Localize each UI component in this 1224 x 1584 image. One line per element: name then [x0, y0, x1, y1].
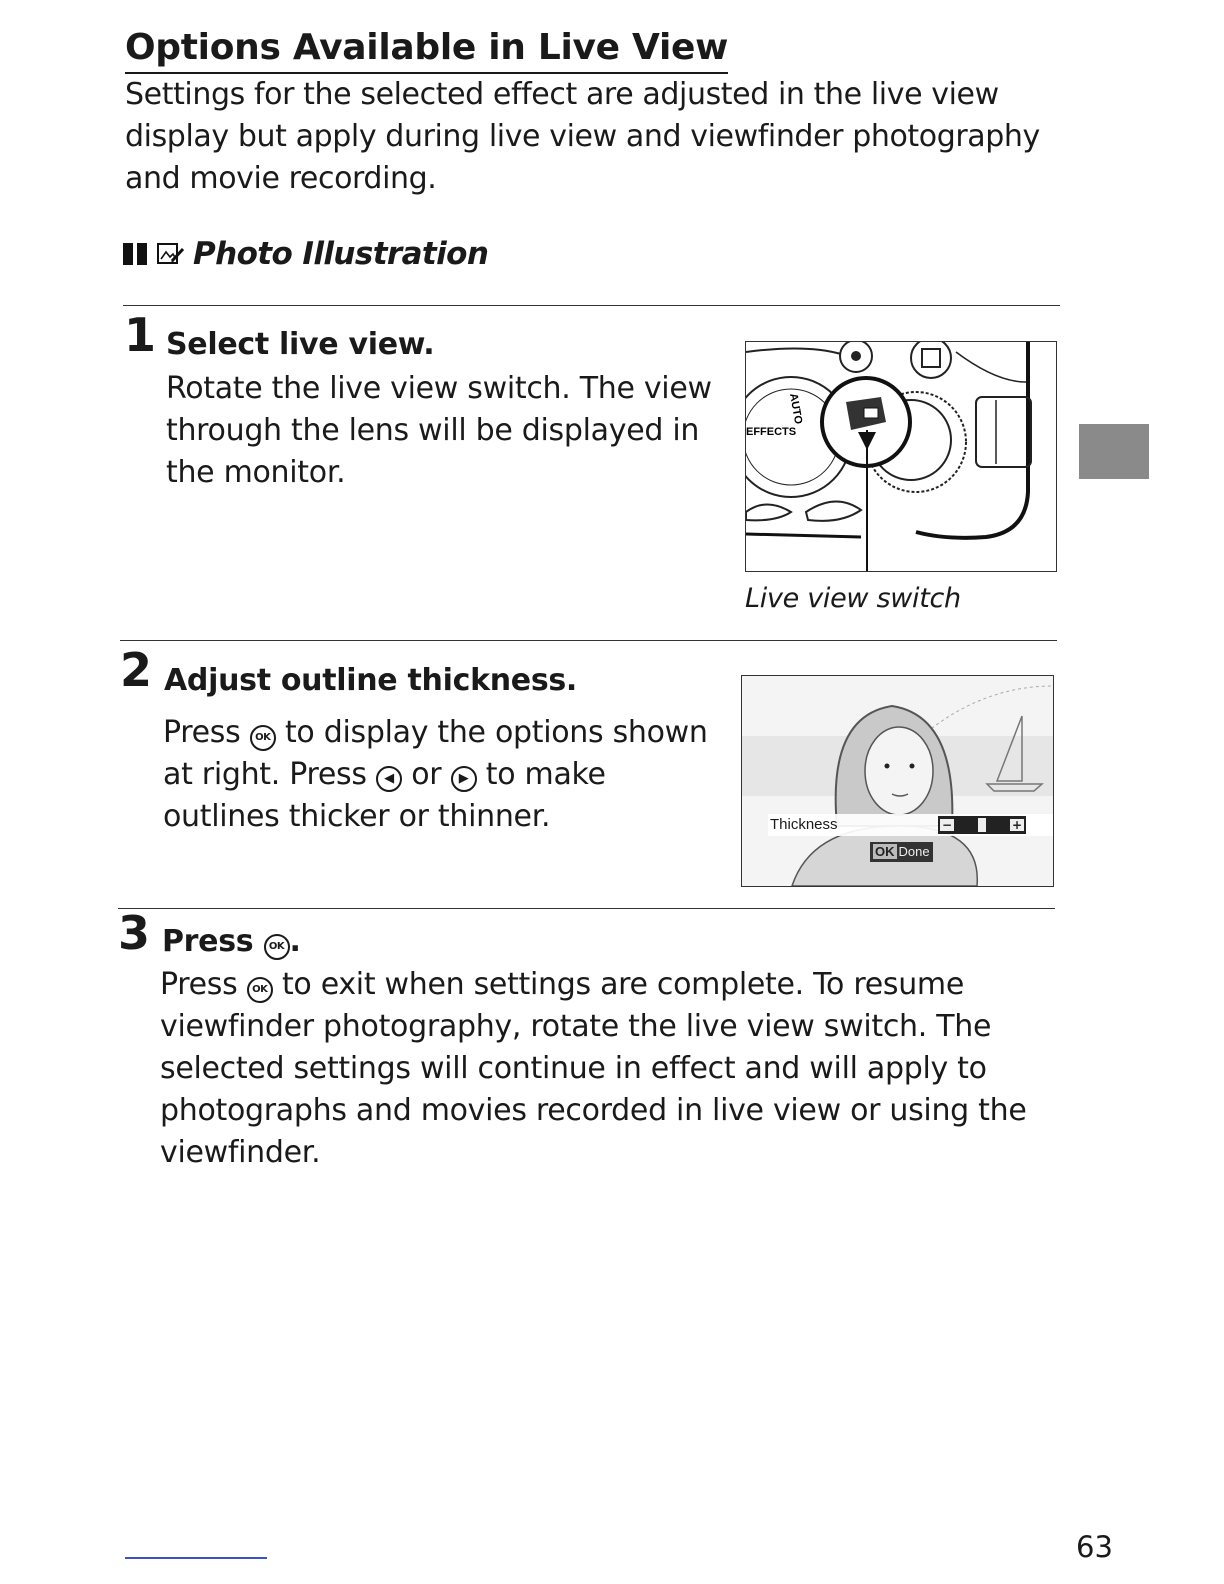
step-heading: Adjust outline thickness.	[164, 663, 578, 698]
monitor-thickness-illustration	[741, 675, 1054, 887]
step-body: Rotate the live view switch. The view through the lens will be displayed in the monitor.	[166, 371, 712, 490]
ok-button-icon: OK	[250, 725, 276, 751]
step-text: or	[411, 757, 442, 792]
section-marker-icon	[123, 243, 147, 265]
multi-selector-left-icon: ◀	[376, 766, 402, 792]
step-number: 3	[118, 906, 151, 960]
page-title: Options Available in Live View	[125, 24, 728, 74]
divider	[118, 908, 1055, 909]
chapter-tab[interactable]	[1079, 424, 1149, 479]
step-heading: Select live view.	[166, 327, 435, 362]
step-number: 2	[120, 643, 153, 697]
footer-link-rule[interactable]	[125, 1557, 267, 1559]
thickness-label: Thickness	[768, 814, 1054, 836]
ok-icon: OK	[875, 844, 895, 859]
step-body	[160, 964, 1040, 1174]
section-title: Photo Illustration	[193, 236, 489, 272]
thickness-slider	[938, 816, 1026, 834]
section-header	[123, 232, 488, 276]
step-heading	[162, 922, 301, 962]
step-text: to make outlines thicker or thinner.	[163, 757, 606, 834]
ok-button-icon: OK	[247, 977, 273, 1003]
step-heading-period: .	[289, 924, 301, 959]
slider-indicator	[978, 818, 986, 832]
dial-label-effects: EFFECTS	[746, 426, 797, 438]
divider	[123, 305, 1060, 306]
camera-top-illustration	[745, 341, 1057, 572]
dial-label-auto: AUTO	[787, 392, 805, 426]
step-text: Press	[163, 715, 241, 750]
photo-illustration-icon	[155, 239, 185, 269]
intro-paragraph: Settings for the selected effect are adjusted in the live view display but apply during live view and viewfinder photography and movie recording.	[125, 77, 1040, 196]
divider	[120, 640, 1057, 641]
done-label: Done	[898, 844, 930, 859]
step-text: to display the options shown at right. Press	[163, 715, 708, 792]
done-indicator	[870, 842, 933, 862]
step-text: to exit when settings are complete. To resume viewfinder photography, rotate the live view switch. The selected settings will continue in effect and will apply to photographs and movies recorded in live view or using the viewfinder.	[160, 967, 1027, 1170]
multi-selector-right-icon: ▶	[451, 766, 477, 792]
page-number: 63	[1076, 1530, 1113, 1564]
camera-drawing	[746, 342, 1056, 571]
ok-button-icon: OK	[264, 934, 290, 960]
minus-icon: −	[941, 818, 953, 832]
step-number: 1	[124, 308, 157, 362]
plus-icon: +	[1011, 818, 1023, 832]
figure-caption: Live view switch	[745, 583, 961, 614]
step-text: Press	[160, 967, 238, 1002]
step-heading-text: Press	[162, 924, 254, 959]
step-body	[163, 712, 723, 838]
